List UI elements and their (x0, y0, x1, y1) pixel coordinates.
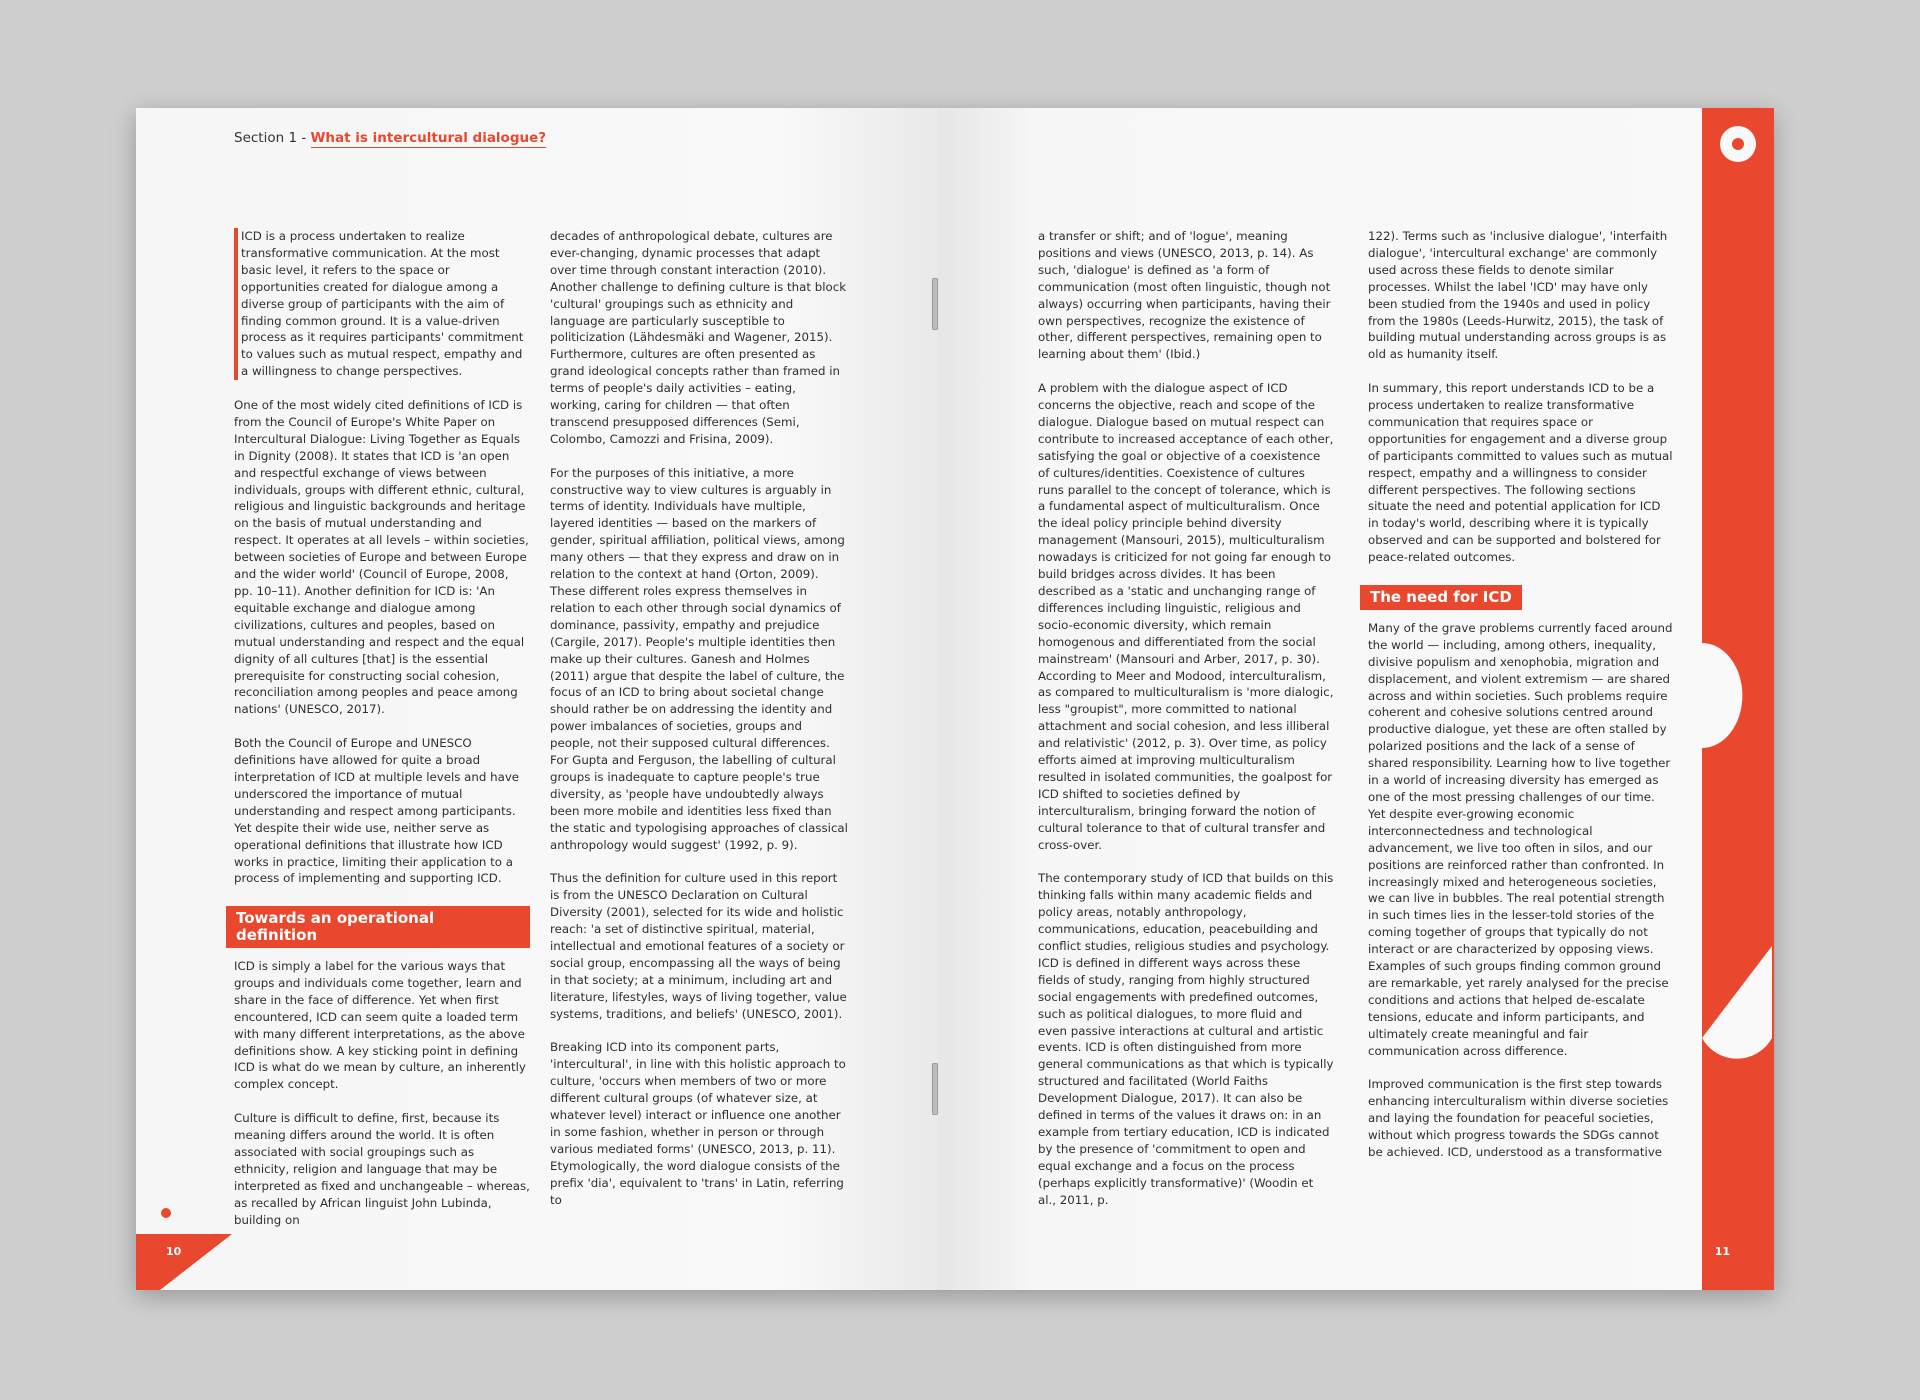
paragraph: In summary, this report understands ICD to be a process undertaken to realize transformative communication that requires space or opportunities for engagement and a diverse group of participants committed to values such as mutual respect, empathy and a willingness to consider different perspectives. The following sections situate the need and potential application for ICD in today's world, describing where it is typically observed and can be supported and bolstered for peace-related outcomes. (1368, 381, 1673, 565)
paragraph: Many of the grave problems currently faced around the world — including, among others, inequality, divisive populism and xenophobia, migration and displacement, and violent extremism — are shared across and within societies. Such problems require coherent and cohesive solutions centred around productive dialogue, yet these are often stalled by polarized positions and the lack of a sense of shared responsibility. Learning how to live together in a world of increasing diversity has emerged as one of the most pressing challenges of our time. Yet despite ever-growing economic interconnectedness and technological advancement, we live too often in silos, and our positions are reinforced rather than confronted. In increasingly mixed and heterogeneous societies, we can live in bubbles. The real potential strength in such times lies in the lesser-told stories of the coming together of groups that typically do not interact or are characterized by opposing views. Examples of such groups finding common ground are remarkable, yet rarely analysed for the precise conditions and actions that helped de-escalate tensions, educate and inform participants, and ultimately create meaningful and fair communication across difference. (1368, 620, 1673, 1058)
page-number-left: 10 (166, 1245, 182, 1258)
paragraph: A problem with the dialogue aspect of ICD concerns the objective, reach and scope of the dialogue. Dialogue based on mutual respect can contribute to increased acceptance of each other, satisfying the goal or objective of a coexistence of cultures/identities. Coexistence of cultures runs parallel to the concept of tolerance, which is a fundamental aspect of multiculturalism. Once the ideal policy principle behind diversity management (Mansouri, 2015), multiculturalism nowadays is criticized for not going far enough to build bridges across divides. It has been described as a 'static and unchanging range of differences including linguistic, religious and socio-economic diversity, which remain homogenous and differentiated from the social mainstream' (Mansouri and Arber, 2017, p. 30). According to Meer and Modood, interculturalism, as compared to multiculturalism is 'more dialogic, less "groupist", more committed to national attachment and social cohesion, and less illiberal and relativistic' (2012, p. 3). Over time, as policy efforts aimed at improving multiculturalism resulted in isolated communities, the goalpost for ICD shifted to societies defined by interculturalism, bringing forward the notion of cultural tolerance to that of cultural transfer and cross-over. (1038, 381, 1334, 852)
running-head (234, 130, 546, 146)
right-column-2 (1368, 228, 1674, 1178)
paragraph: decades of anthropological debate, cultures are ever-changing, dynamic processes that adapt over time through constant interaction (2010). Another challenge to defining culture is that block 'cultural' groupings such as ethnicity and language are particularly susceptible to politicization (Lähdesmäki and Wagener, 2015). Furthermore, cultures are often presented as grand ideological concepts rather than framed in terms of people's daily activities – eating, working, caring for children — that often transcend presupposed differences (Semi, Colombo, Camozzi and Frisina, 2009). (550, 229, 847, 446)
right-page (938, 108, 1774, 1290)
paragraph: a transfer or shift; and of 'logue', meaning positions and views (UNESCO, 2013, p. 14). As such, 'dialogue' is defined as 'a form of communication (most often linguistic, though not always) occurring when participants, having their own perspectives, recognize the existence of other, different perspectives, remaining open to learning about them' (Ibid.) (1038, 229, 1331, 362)
section-heading: The need for ICD (1360, 585, 1522, 610)
paragraph: ICD is a process undertaken to realize transformative communication. At the most basic level, it refers to the space or opportunities created for dialogue among a diverse group of participants with the aim of finding common ground. It is a value-driven process as it requires participants' commitment to values such as mutual respect, empathy and a willingness to change perspectives. (234, 228, 530, 380)
red-side-band (1672, 108, 1774, 1290)
running-head-section: What is intercultural dialogue? (310, 130, 547, 146)
book-spread (136, 108, 1774, 1290)
left-column-2 (550, 228, 848, 1225)
paragraph: 122). Terms such as 'inclusive dialogue', 'interfaith dialogue', 'intercultural exchange' are commonly used across these fields to denote similar processes. Whilst the label 'ICD' may have only been studied from the 1940s and used in policy from the 1980s (Leeds-Hurwitz, 2015), the task of building mutual understanding across groups is as old as humanity itself. (1368, 229, 1668, 362)
paragraph: For the purposes of this initiative, a more constructive way to view cultures is arguably in terms of identity. Individuals have multiple, layered identities — based on the markers of gender, spiritual affiliation, political views, among many others — that they express and draw on in relation to the context at hand (Orton, 2009). These different roles express themselves in relation to each other through social dynamics of dominance, passivity, empathy and prejudice (Cargile, 2017). People's multiple identities then make up their cultures. Ganesh and Holmes (2011) argue that despite the label of culture, the focus of an ICD to bring about societal change should rather be on addressing the identity and power imbalances of societies, groups and people, not their supposed cultural differences. For Gupta and Ferguson, the labelling of cultural groups is inadequate to capture people's true diversity, as 'people have undoubtedly always been more mobile and identities less fixed than the static and typologising approaches of classical anthropology would suggest' (1992, p. 9). (550, 465, 848, 852)
paragraph: The contemporary study of ICD that builds on this thinking falls within many academic fields and policy areas, notably anthropology, communications, education, peacebuilding and conflict studies, religious studies and psychology. ICD is defined in different ways across these fields of study, ranging from highly structured social engagements with predefined outcomes, such as political dialogues, to more fluid and even passive interactions at cultural and artistic events. ICD is often distinguished from more general communications as that which is typically structured and facilitated (World Faiths Development Dialogue, 2017). It can also be defined in terms of the values it draws on: in an example from tertiary education, ICD is indicated by the presence of 'commitment to open and equal exchange and a focus on the process (perhaps explicitly transformative)' (Woodin et al., 2011, p. (1038, 871, 1334, 1207)
dot-decoration (161, 1208, 171, 1218)
running-head-prefix: Section 1 - (234, 130, 311, 146)
paragraph: Improved communication is the first step towards enhancing interculturalism within diverse societies and laying the foundation for peaceful societies, without which progress towards the SDGs cannot be achieved. ICD, understood as a transformative (1368, 1077, 1669, 1159)
right-column-1 (1038, 228, 1334, 1225)
paragraph: Culture is difficult to define, first, because its meaning differs around the world. It is often associated with social groupings such as ethnicity, religion and language that may be interpreted as fixed and unchangeable – whereas, as recalled by African linguist John Lubinda, building on (234, 1111, 530, 1227)
paragraph: ICD is simply a label for the various ways that groups and individuals come together, learn and share in the face of difference. Yet when first encountered, ICD can seem quite a loaded term with many different interpretations, as the above definitions show. A key sticking point in defining ICD is what do we mean by culture, an inherently complex concept. (234, 959, 526, 1092)
left-column-1 (234, 228, 530, 1245)
page-number-right: 11 (1714, 1245, 1730, 1258)
paragraph: Breaking ICD into its component parts, 'intercultural', in line with this holistic approach to culture, 'occurs when members of two or more different cultural groups (of whatever size, at whatever level) interact or influence one another in some fashion, whether in person or through various mediated forms' (UNESCO, 2013, p. 11). Etymologically, the word dialogue consists of the prefix 'dia', equivalent to 'trans' in Latin, referring to (550, 1040, 846, 1207)
paragraph: One of the most widely cited definitions of ICD is from the Council of Europe's White Paper on Intercultural Dialogue: Living Together as Equals in Dignity (2008). It states that ICD is 'an open and respectful exchange of views between individuals, groups with different ethnic, cultural, religious and linguistic backgrounds and heritage on the basis of mutual understanding and respect. It operates at all levels – within societies, between societies of Europe and between Europe and the wider world' (Council of Europe, 2008, pp. 10–11). Another definition for ICD is: 'An equitable exchange and dialogue among civilizations, cultures and peoples, based on mutual understanding and respect and the equal dignity of all cultures [that] is the essential prerequisite for constructing social cohesion, reconciliation among peoples and peace among nations' (UNESCO, 2017). (234, 398, 529, 717)
left-page (136, 108, 938, 1290)
paragraph: Both the Council of Europe and UNESCO definitions have allowed for quite a broad interpretation of ICD at multiple levels and have underscored the importance of mutual understanding and respect among participants. Yet despite their wide use, neither serve as operational definitions that illustrate how ICD works in practice, limiting their application to a process of implementing and supporting ICD. (234, 736, 520, 886)
corner-triangle-decoration (136, 1208, 236, 1290)
paragraph: Thus the definition for culture used in this report is from the UNESCO Declaration on Cultural Diversity (2001), selected for its wide and holistic reach: 'a set of distinctive spiritual, material, intellectual and emotional features of a society or social group, encompassing all the ways of being in that society; at a minimum, including art and literature, lifestyles, ways of living together, value systems, traditions, and beliefs' (UNESCO, 2001). (550, 871, 847, 1021)
section-heading: Towards an operational definition (226, 906, 530, 948)
